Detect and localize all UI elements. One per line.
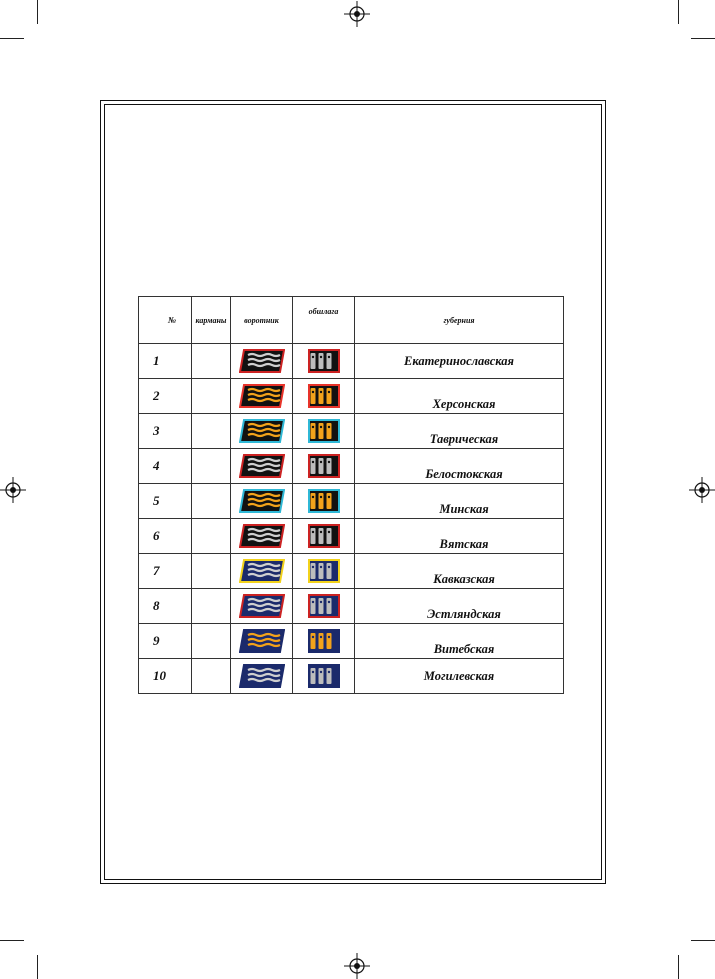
province-name: Таврическая (429, 431, 499, 446)
table-row (139, 589, 564, 624)
province-name: Екатеринославская (403, 353, 514, 368)
row-number: 2 (139, 379, 192, 414)
row-number: 4 (139, 449, 192, 484)
registration-mark-icon (344, 1, 370, 27)
province-cell (355, 519, 564, 554)
pockets-cell (192, 344, 231, 379)
province-cell (355, 624, 564, 659)
collar-cell (231, 519, 293, 554)
collar-insignia-icon (239, 594, 285, 618)
table-row (139, 414, 564, 449)
table-row (139, 379, 564, 414)
cuff-insignia-icon (308, 489, 340, 513)
uniform-table (138, 296, 564, 694)
pockets-cell (192, 379, 231, 414)
collar-cell (231, 624, 293, 659)
cuff-insignia-icon (308, 629, 340, 653)
cuffs-cell (293, 554, 355, 589)
cuffs-cell (293, 659, 355, 694)
row-number: 10 (139, 659, 192, 694)
cuff-insignia-icon (308, 419, 340, 443)
table-row (139, 624, 564, 659)
collar-insignia-icon (239, 489, 285, 513)
table-header-row (139, 297, 564, 344)
province-cell (355, 659, 564, 694)
table-row (139, 659, 564, 694)
province-name: Могилевская (423, 668, 495, 683)
province-name: Эстляндская (427, 606, 501, 621)
row-number: 7 (139, 554, 192, 589)
province-cell (355, 414, 564, 449)
crop-mark-bottom-left-h (0, 940, 24, 941)
pockets-cell (192, 589, 231, 624)
pockets-cell (192, 554, 231, 589)
header-pockets: карманы (192, 297, 231, 344)
header-collar: воротник (231, 297, 293, 344)
cuffs-cell (293, 589, 355, 624)
province-name: Кавказская (433, 571, 495, 586)
pockets-cell (192, 449, 231, 484)
cuffs-cell (293, 414, 355, 449)
province-cell (355, 379, 564, 414)
row-number: 5 (139, 484, 192, 519)
registration-mark-icon (689, 477, 715, 503)
registration-mark-icon (0, 477, 26, 503)
province-cell (355, 554, 564, 589)
pockets-cell (192, 484, 231, 519)
collar-insignia-icon (239, 384, 285, 408)
cuffs-cell (293, 519, 355, 554)
collar-insignia-icon (239, 524, 285, 548)
header-province: губерния (355, 297, 564, 344)
cuff-insignia-icon (308, 454, 340, 478)
collar-cell (231, 484, 293, 519)
row-number: 1 (139, 344, 192, 379)
cuffs-cell (293, 379, 355, 414)
province-cell (355, 589, 564, 624)
collar-insignia-icon (239, 664, 285, 688)
crop-mark-top-right-v (678, 0, 679, 24)
crop-mark-bottom-right-h (691, 940, 715, 941)
pockets-cell (192, 519, 231, 554)
collar-insignia-icon (239, 559, 285, 583)
cuff-insignia-icon (308, 384, 340, 408)
table-row (139, 554, 564, 589)
row-number: 8 (139, 589, 192, 624)
collar-cell (231, 449, 293, 484)
row-number: 6 (139, 519, 192, 554)
cuffs-cell (293, 624, 355, 659)
collar-insignia-icon (239, 419, 285, 443)
province-name: Белостокская (425, 466, 503, 481)
cuff-insignia-icon (308, 559, 340, 583)
crop-mark-top-left-h (0, 38, 24, 39)
collar-cell (231, 659, 293, 694)
pockets-cell (192, 624, 231, 659)
table-row (139, 519, 564, 554)
header-number: № (139, 297, 192, 344)
row-number: 3 (139, 414, 192, 449)
province-name: Вятская (439, 536, 489, 551)
table-row (139, 484, 564, 519)
cuff-insignia-icon (308, 349, 340, 373)
crop-mark-bottom-right-v (678, 955, 679, 979)
crop-mark-top-left-v (37, 0, 38, 24)
province-cell (355, 449, 564, 484)
collar-insignia-icon (239, 454, 285, 478)
registration-mark-icon (344, 953, 370, 979)
collar-cell (231, 379, 293, 414)
cuff-insignia-icon (308, 594, 340, 618)
province-name: Минская (439, 501, 489, 516)
row-number: 9 (139, 624, 192, 659)
collar-cell (231, 414, 293, 449)
table-row (139, 449, 564, 484)
province-name: Витебская (433, 641, 495, 656)
crop-mark-top-right-h (691, 38, 715, 39)
pockets-cell (192, 659, 231, 694)
pockets-cell (192, 414, 231, 449)
crop-mark-bottom-left-v (37, 955, 38, 979)
cuffs-cell (293, 449, 355, 484)
table-row (139, 344, 564, 379)
header-cuffs: обшлага (293, 297, 355, 344)
province-name: Херсонская (432, 396, 496, 411)
collar-cell (231, 554, 293, 589)
cuffs-cell (293, 344, 355, 379)
province-cell (355, 484, 564, 519)
collar-cell (231, 344, 293, 379)
cuffs-cell (293, 484, 355, 519)
cuff-insignia-icon (308, 664, 340, 688)
collar-insignia-icon (239, 349, 285, 373)
province-cell (355, 344, 564, 379)
collar-cell (231, 589, 293, 624)
collar-insignia-icon (239, 629, 285, 653)
cuff-insignia-icon (308, 524, 340, 548)
